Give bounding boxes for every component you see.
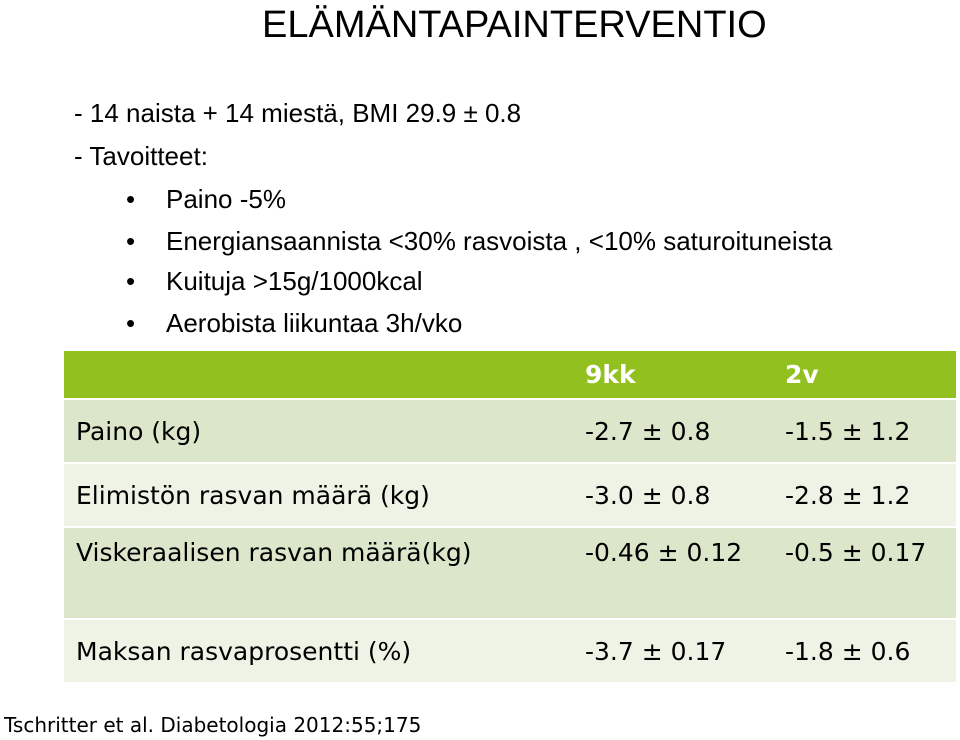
- participants-line: - 14 naista + 14 miestä, BMI 29.9 ± 0.8: [74, 98, 522, 128]
- bullet-icon: •: [126, 184, 136, 214]
- goals-heading: - Tavoitteet:: [74, 141, 208, 171]
- row-label: Paino (kg): [64, 399, 573, 463]
- citation: Tschritter et al. Diabetologia 2012:55;175: [4, 713, 422, 737]
- row-label: Elimistön rasvan määrä (kg): [64, 463, 573, 527]
- header-cell-measure: [64, 351, 573, 399]
- slide-title: ELÄMÄNTAPAINTERVENTIO: [262, 4, 767, 46]
- table-row: [64, 399, 956, 463]
- header-cell-9kk: 9kk: [573, 351, 777, 399]
- goal-text: Kuituja >15g/1000kcal: [166, 266, 423, 296]
- row-label: Viskeraalisen rasvan määrä(kg): [64, 527, 573, 619]
- table-row: [64, 527, 956, 619]
- value-9kk: -3.7 ± 0.17: [573, 619, 777, 683]
- bullet-icon: •: [126, 308, 136, 338]
- value-9kk: -3.0 ± 0.8: [573, 463, 777, 527]
- goal-text: Paino -5%: [166, 184, 286, 214]
- table-row: [64, 463, 956, 527]
- value-2v: -2.8 ± 1.2: [777, 463, 956, 527]
- value-2v: -0.5 ± 0.17: [777, 527, 956, 619]
- value-9kk: -2.7 ± 0.8: [573, 399, 777, 463]
- value-2v: -1.8 ± 0.6: [777, 619, 956, 683]
- value-2v: -1.5 ± 1.2: [777, 399, 956, 463]
- goal-text: Aerobista liikuntaa 3h/vko: [166, 308, 463, 338]
- bullet-icon: •: [126, 266, 136, 296]
- header-cell-2v: 2v: [777, 351, 956, 399]
- row-label: Maksan rasvaprosentti (%): [64, 619, 573, 683]
- table-row: [64, 619, 956, 683]
- bullet-icon: •: [126, 226, 136, 256]
- value-9kk: -0.46 ± 0.12: [573, 527, 777, 619]
- table-header-row: [64, 351, 956, 399]
- goal-text: Energiansaannista <30% rasvoista , <10% saturoituneista: [166, 226, 833, 256]
- results-table: [64, 351, 956, 684]
